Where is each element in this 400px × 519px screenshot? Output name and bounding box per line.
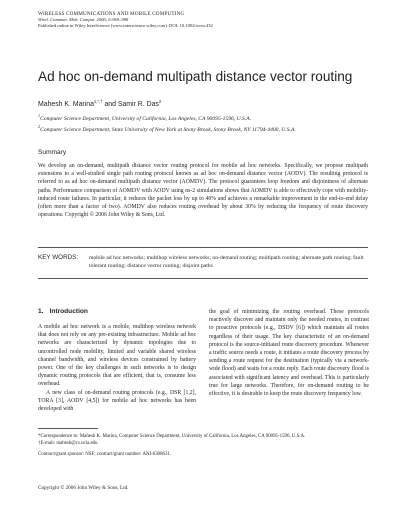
affiliation-2-mark: 2	[38, 124, 41, 129]
intro-paragraph-2: A new class of on-demand routing protocols (e.g., DSR [1,2], TORA [3], AODV [4,5]) for mobile ad hoc networks has been developed with	[38, 389, 196, 413]
author-1-name: Mahesh K. Marina	[38, 101, 94, 108]
keywords-label: KEY WORDS:	[38, 254, 79, 261]
footnote-correspondence: *Correspondence to: Mahesh K. Marina, Computer Science Department, University of California, Los Angeles, CA 90095-1596, U.S.A.	[38, 434, 306, 439]
affiliation-2-text: Computer Science Department, State University of New York at Stony Brook, Stony Brook, NY 11794-4400, U.S.A.	[40, 127, 296, 133]
summary-text: We develop an on-demand, multipath distance vector routing protocol for mobile ad hoc networks. Specifically, we propose multipath extensions to a well-studied single path routing protocol known as ad hoc on-demand distance vector (AODV). The resulting protocol is referred to as ad hoc on-demand multipath distance vector (AOMDV). The protocol guarantees loop freedom and disjointness of alternate paths. Performance comparison of AOMDV with AODV using ns-2 simulations shows that AOMDV is able to effectively cope with mobility-induced route failures. In particular, it reduces the packet loss by up to 40% and achieves a remarkable improvement in the end-to-end delay (often more than a factor of two). AOMDV also reduces routing overhead by about 30% by reducing the frequency of route discovery operations. Copyright © 2006 John Wiley & Sons, Ltd.	[38, 163, 368, 219]
journal-name: WIRELESS COMMUNICATIONS AND MOBILE COMPUTING	[38, 11, 185, 17]
keywords-bottom-rule	[38, 278, 368, 279]
journal-published-line: Published online in Wiley InterScience (www.interscience.wiley.com). DOI: 10.1002/wcm.432	[38, 23, 213, 28]
footnote-email: †E-mail: mahesh@cs.ucla.edu	[38, 441, 98, 446]
intro-paragraph-continued: the goal of minimizing the routing overhead. These protocols reactively discover and maintain only the needed routes, in contrast to proactive protocols (e.g., DSDV [6]) which maintain all routes regardless of their usage. The key characteristic of an on-demand protocol is the source-initiated route discovery procedure. Whenever a traffic source needs a route, it initiates a route discovery process by sending a route request for the destination (typically via a network-wide flood) and waits for a route reply. Each route discovery flood is associated with significant latency and overhead. This is particularly true for large networks. Therefore, for on-demand routing to be effective, it is desirable to keep the route discovery frequency low.	[209, 309, 369, 398]
affiliation-1-mark: 1	[38, 113, 41, 118]
author-2-marks: 2	[158, 99, 162, 104]
keywords-top-rule	[38, 247, 368, 248]
summary-heading: Summary	[38, 149, 67, 156]
author-line	[38, 99, 161, 108]
body-column-left	[38, 323, 196, 413]
section-title: Introduction	[49, 308, 88, 315]
affiliation-1-text: Computer Science Department, University of California, Los Angeles, CA 90095-1596, U.S.A.	[40, 116, 252, 122]
footnotes	[38, 433, 368, 458]
keywords-text: mobile ad hoc networks; multihop wireless networks; on-demand routing; multipath routing; alternate path routing; fault tolerant routing; distance vector routing; disjoint paths	[89, 255, 364, 270]
author-2-name: Samir R. Das	[117, 101, 159, 108]
affiliations	[38, 112, 378, 134]
author-joiner: and	[102, 101, 118, 108]
journal-header	[38, 11, 368, 29]
affiliation-2	[38, 123, 378, 134]
section-number: 1.	[38, 308, 44, 315]
copyright-line: Copyright © 2006 John Wiley & Sons, Ltd.	[38, 485, 129, 491]
paper-title: Ad hoc on-demand multipath distance vector routing	[38, 69, 353, 84]
intro-paragraph-1: A mobile ad hoc network is a mobile, multihop wireless network that does not rely on any pre-existing infrastructure. Mobile ad hoc networks are characterized by dynamic topologies due to uncontrolled node mobility, limited and variable shared wireless channel bandwidth, and wireless devices constrained by battery power. One of the key challenges in such networks is to design dynamic routing protocols that are efficient, that is, consume less overhead.	[38, 324, 196, 388]
affiliation-1	[38, 112, 378, 123]
journal-citation: Wirel. Commun. Mob. Comput. 2006; 6:969–988	[38, 17, 129, 22]
author-1-marks: 1,*,†	[93, 99, 103, 104]
body-column-right	[209, 308, 369, 398]
section-heading-introduction	[38, 308, 88, 315]
footnote-grant: Contract/grant sponsor: NSF; contract/grant number: ANI-0308631.	[38, 452, 172, 457]
footnote-rule	[38, 428, 98, 429]
